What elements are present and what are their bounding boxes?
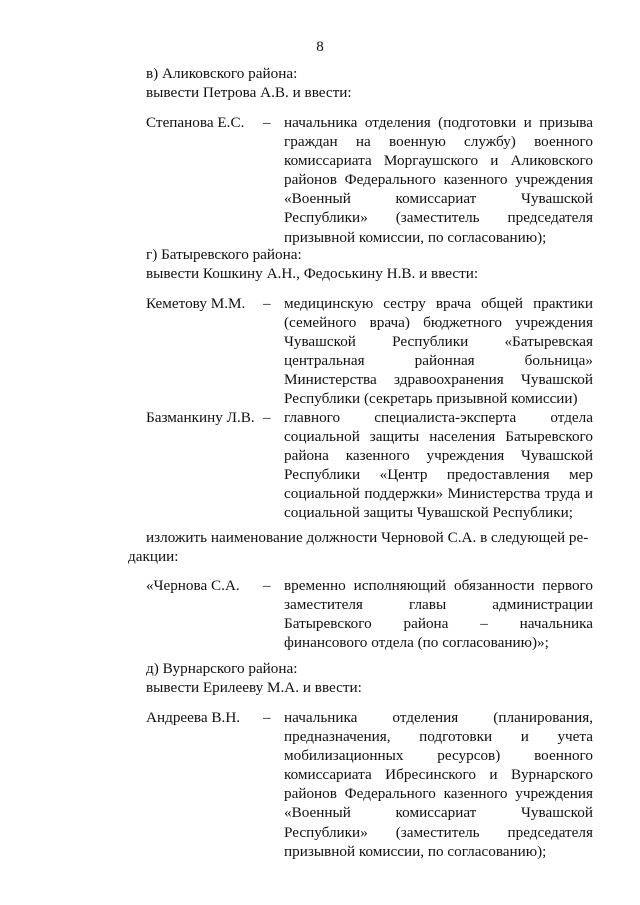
- entry-dash: –: [263, 709, 271, 726]
- entry-description: начальника отделения (подготовки и призыва граждан на военную службу) военного комиссариата Моргаушского и Аликовского районов Федерального казенного учреждения «Военный комиссариат Чувашской Республики» (заместитель председателя призывной комиссии, по согласованию);: [284, 114, 593, 246]
- entry-name: «Чернова С.А.: [146, 577, 240, 594]
- entry-description: временно исполняющий обязанности первого заместителя главы администрации Батыревского района – начальника финансового отдела (по согласованию)»;: [284, 577, 593, 652]
- section-v-heading: в) Аликовского района:: [146, 65, 298, 82]
- entry-name: Степанова Е.С.: [146, 114, 245, 131]
- entry-name: Базманкину Л.В.: [146, 409, 255, 426]
- entry-dash: –: [263, 114, 271, 131]
- section-g-action: вывести Кошкину А.Н., Федоськину Н.В. и ввести:: [146, 265, 479, 282]
- entry-dash: –: [263, 295, 271, 312]
- page-number: 8: [316, 39, 324, 55]
- section-d-heading: д) Вурнарского района:: [146, 660, 298, 677]
- rename-paragraph-line1: изложить наименование должности Черновой С.А. в следующей ре-: [146, 529, 589, 546]
- entry-name: Кеметову М.М.: [146, 295, 246, 312]
- entry-name: Андреева В.Н.: [146, 709, 241, 726]
- entry-dash: –: [263, 577, 271, 594]
- entry-description: начальника отделения (планирования, предназначения, подготовки и учета мобилизационных ресурсов) военного комиссариата Ибресинского и Вурнарского районов Федерального казенного учреждения «Военный комиссариат Чувашской Республики» (заместитель председателя призывной комиссии, по согласованию);: [284, 709, 593, 860]
- entry-description: медицинскую сестру врача общей практики (семейного врача) бюджетного учреждения Чувашской Республики «Батыревская центральная районная больница» Министерства здравоохранения Чувашской Республики (секретарь призывной комиссии): [284, 295, 593, 408]
- section-v-action: вывести Петрова А.В. и ввести:: [146, 84, 352, 101]
- entry-description: главного специалиста-эксперта отдела социальной защиты населения Батыревского района казенного учреждения Чувашской Республики «Центр предоставления мер социальной поддержки» Министерства труда и социальной защиты Чувашской Республики;: [284, 409, 593, 522]
- section-g-heading: г) Батыревского района:: [146, 246, 302, 263]
- section-d-action: вывести Ерилееву М.А. и ввести:: [146, 679, 362, 696]
- rename-paragraph-line2: дакции:: [128, 548, 179, 565]
- entry-dash: –: [263, 409, 271, 426]
